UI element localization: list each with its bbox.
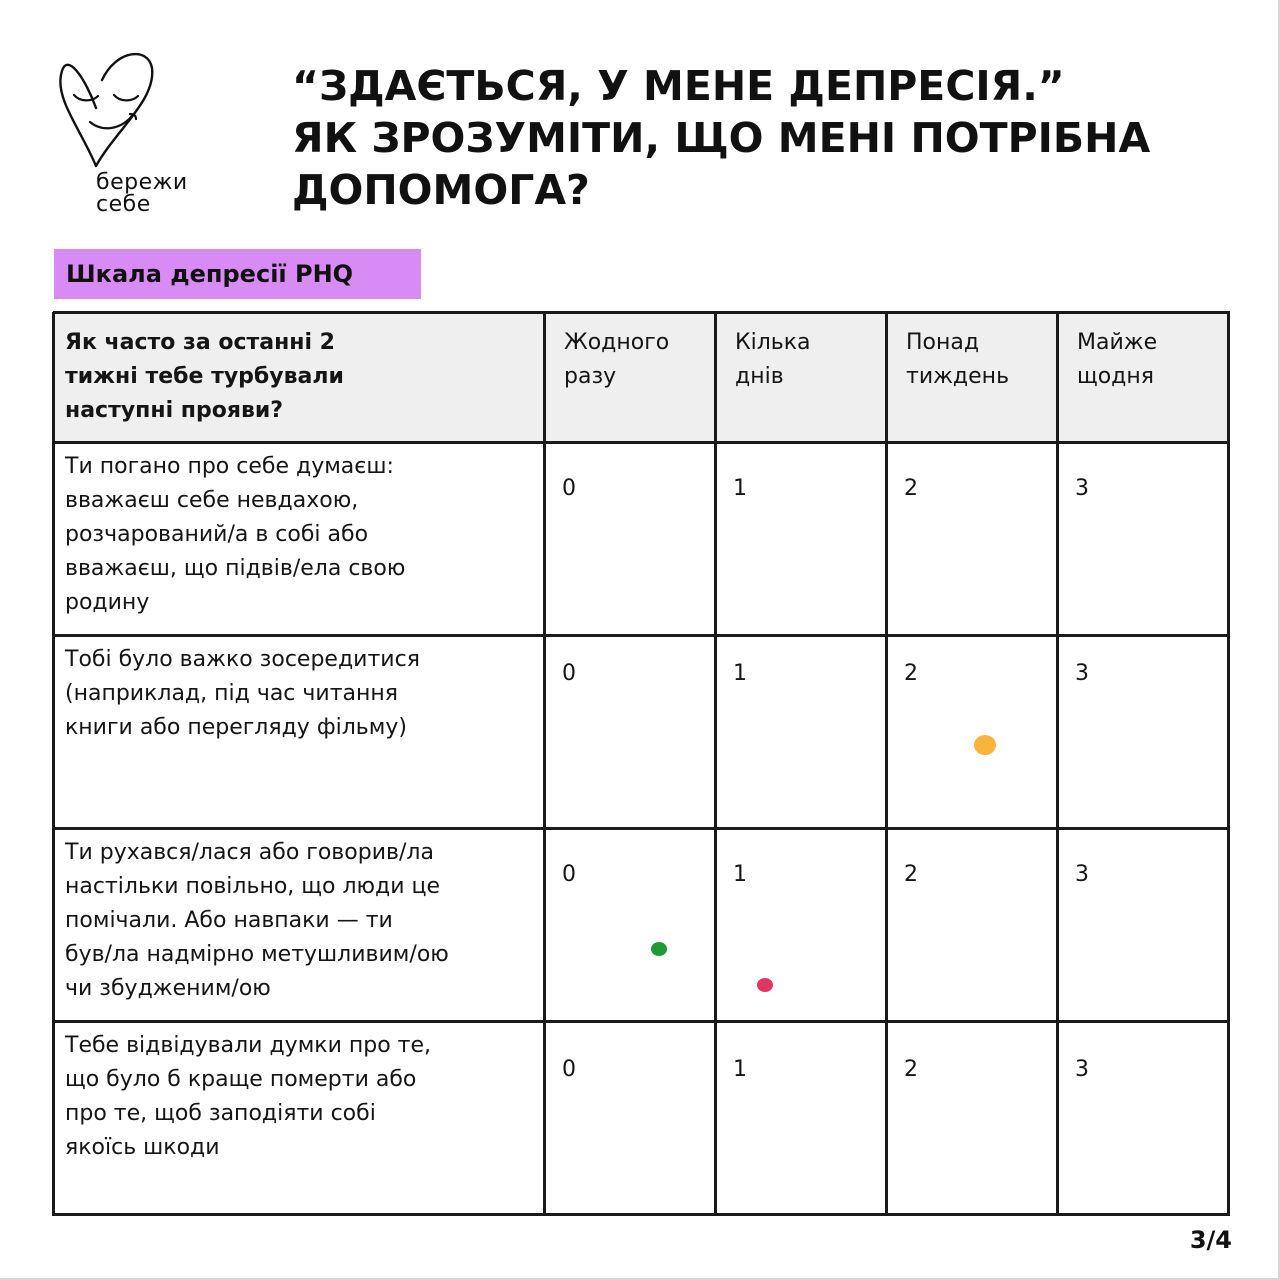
score-value: 2 — [904, 476, 918, 501]
question-line: настільки повільно, що люди це — [65, 874, 441, 899]
column-header-4 — [1057, 312, 1228, 442]
table-row-border — [53, 827, 1230, 830]
score-cell[interactable] — [1057, 635, 1228, 828]
question-line: родину — [65, 590, 150, 615]
title-line-1: “ЗДАЄТЬСЯ, У МЕНЕ ДЕПРЕСІЯ.” — [292, 62, 1065, 110]
score-value: 0 — [562, 476, 576, 501]
score-cell[interactable] — [544, 828, 715, 1021]
column-header-line1: Жодного — [564, 330, 670, 355]
score-cell[interactable] — [715, 635, 886, 828]
score-cell[interactable] — [715, 828, 886, 1021]
question-line: Ти погано про себе думаєш: — [65, 454, 394, 479]
score-cell[interactable] — [886, 1021, 1057, 1214]
question-header-cell — [53, 312, 544, 442]
question-cell — [53, 442, 544, 635]
column-header-line2: щодня — [1077, 364, 1155, 389]
score-value: 2 — [904, 661, 918, 686]
score-value: 3 — [1075, 476, 1089, 501]
scale-tag: Шкала депресії PHQ — [54, 249, 421, 299]
logo — [56, 50, 216, 220]
title-line-2: ЯК ЗРОЗУМІТИ, ЩО МЕНІ ПОТРІБНА — [292, 114, 1151, 162]
question-line: книги або перегляду фільму) — [65, 715, 407, 740]
page-title — [292, 60, 1242, 216]
column-header-line1: Кілька — [735, 330, 811, 355]
page-indicator: 3/4 — [1189, 1226, 1232, 1254]
table-column-border — [1056, 312, 1059, 1216]
score-cell[interactable] — [715, 442, 886, 635]
green-dot — [651, 942, 667, 956]
score-value: 1 — [733, 476, 747, 501]
question-cell — [53, 828, 544, 1021]
score-value: 2 — [904, 862, 918, 887]
column-header-line2: тиждень — [906, 364, 1010, 389]
column-header-3 — [886, 312, 1057, 442]
table-column-border — [52, 312, 55, 1216]
score-value: 3 — [1075, 661, 1089, 686]
score-cell[interactable] — [1057, 828, 1228, 1021]
column-header-1 — [544, 312, 715, 442]
pink-dot — [757, 978, 773, 992]
table-column-border — [543, 312, 546, 1216]
orange-dot — [974, 735, 996, 755]
column-header-line2: днів — [735, 364, 784, 389]
score-value: 0 — [562, 862, 576, 887]
logo-text-line2: себе — [96, 192, 151, 217]
question-line: був/ла надмірно метушливим/ою — [65, 942, 449, 967]
table-column-border — [714, 312, 717, 1216]
question-line: вважаєш себе невдахою, — [65, 488, 359, 513]
question-line: (наприклад, під час читання — [65, 681, 398, 706]
logo-text — [96, 172, 188, 216]
question-header-line: Як часто за останні 2 — [65, 330, 335, 355]
score-cell[interactable] — [1057, 1021, 1228, 1214]
score-cell[interactable] — [1057, 442, 1228, 635]
question-line: Тебе відвідували думки про те, — [65, 1033, 432, 1058]
column-header-line1: Понад — [906, 330, 980, 355]
question-cell — [53, 1021, 544, 1214]
score-cell[interactable] — [715, 1021, 886, 1214]
question-line: про те, щоб заподіяти собі — [65, 1101, 376, 1126]
score-value: 3 — [1075, 862, 1089, 887]
score-cell[interactable] — [544, 635, 715, 828]
question-line: Тобі було важко зосередитися — [65, 647, 420, 672]
score-cell[interactable] — [544, 1021, 715, 1214]
score-value: 1 — [733, 661, 747, 686]
column-header-line2: разу — [564, 364, 617, 389]
question-header-line: наступні прояви? — [65, 398, 284, 423]
question-line: вважаєш, що підвів/ела свою — [65, 556, 406, 581]
table-column-border — [885, 312, 888, 1216]
score-value: 1 — [733, 862, 747, 887]
phq-table — [53, 312, 1229, 1216]
table-row-border — [53, 441, 1230, 444]
score-cell[interactable] — [886, 635, 1057, 828]
column-header-line1: Майже — [1077, 330, 1158, 355]
table-row-border — [53, 311, 1230, 314]
question-cell — [53, 635, 544, 828]
question-line: чи збудженим/ою — [65, 976, 271, 1001]
logo-text-line1: бережи — [96, 170, 188, 195]
score-cell[interactable] — [886, 442, 1057, 635]
question-header-line: тижні тебе турбували — [65, 364, 344, 389]
score-cell[interactable] — [886, 828, 1057, 1021]
smiling-heart-icon — [56, 50, 166, 170]
score-cell[interactable] — [544, 442, 715, 635]
question-line: якоїсь шкоди — [65, 1135, 220, 1160]
question-line: Ти рухався/лася або говорив/ла — [65, 840, 434, 865]
table-row-border — [53, 1213, 1230, 1216]
score-value: 0 — [562, 1057, 576, 1082]
score-value: 3 — [1075, 1057, 1089, 1082]
score-value: 1 — [733, 1057, 747, 1082]
score-value: 0 — [562, 661, 576, 686]
table-row-border — [53, 634, 1230, 637]
question-line: помічали. Або навпаки — ти — [65, 908, 393, 933]
column-header-2 — [715, 312, 886, 442]
question-line: що було б краще померти або — [65, 1067, 417, 1092]
table-column-border — [1227, 312, 1230, 1216]
title-line-3: ДОПОМОГА? — [292, 166, 590, 214]
table-row-border — [53, 1020, 1230, 1023]
question-line: розчарований/а в собі або — [65, 522, 369, 547]
score-value: 2 — [904, 1057, 918, 1082]
